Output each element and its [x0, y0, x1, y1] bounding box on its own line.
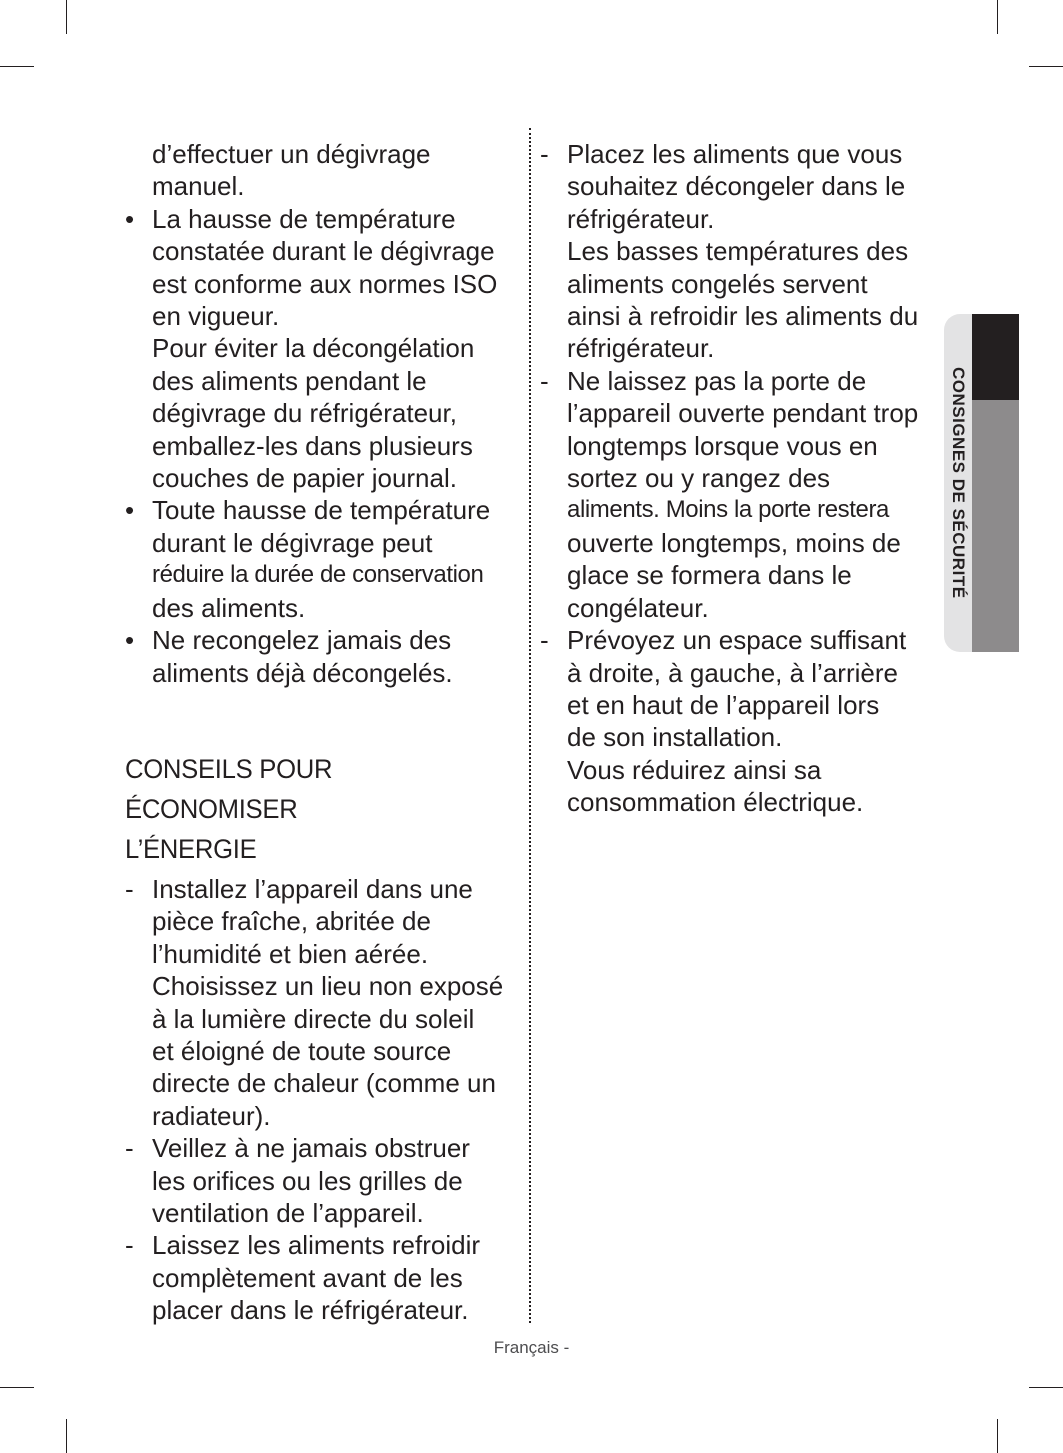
bullet-marker: •	[125, 625, 135, 656]
list-item	[125, 1132, 525, 1229]
text-line: à droite, à gauche, à l’arrière	[567, 657, 898, 688]
crop-mark	[0, 66, 34, 67]
crop-mark	[1029, 66, 1063, 67]
text-line: souhaitez décongeler dans le	[567, 171, 906, 202]
text-line: de son installation.	[567, 722, 783, 753]
crop-mark	[0, 1387, 34, 1388]
spacer	[125, 689, 525, 739]
tab-block-dark	[972, 314, 1019, 400]
text-line: sortez ou y rangez des	[567, 463, 831, 494]
text-line: complètement avant de les	[152, 1262, 463, 1293]
text-line: congélateur.	[567, 592, 709, 623]
dash-marker: -	[125, 873, 134, 904]
text-line: ventilation de l’appareil.	[152, 1197, 424, 1228]
text-line: directe de chaleur (comme un	[152, 1068, 496, 1099]
intro-paragraph	[125, 138, 525, 203]
text-line: des aliments.	[152, 592, 306, 623]
dash-marker: -	[540, 365, 549, 396]
right-column	[540, 138, 940, 819]
text-line: réfrigérateur.	[567, 203, 715, 234]
heading-line: L’ÉNERGIE	[125, 833, 257, 864]
text-line: aliments déjà décongelés.	[152, 657, 453, 688]
text-line: La hausse de température	[152, 203, 456, 234]
text-line: Toute hausse de température	[152, 495, 491, 526]
crop-mark	[1029, 1387, 1063, 1388]
text-line: réduire la durée de conservation	[152, 561, 484, 589]
page-footer: Français -	[493, 1338, 570, 1357]
text-line: à la lumière directe du soleil	[152, 1003, 475, 1034]
list-item-continuation	[540, 235, 940, 365]
text-line: consommation électrique.	[567, 787, 864, 818]
text-line: durant le dégivrage peut	[152, 527, 433, 558]
dash-marker: -	[125, 1230, 134, 1261]
list-item	[540, 624, 940, 754]
dash-marker: -	[540, 139, 549, 169]
list-item	[125, 494, 525, 624]
text-line: et éloigné de toute source	[152, 1035, 452, 1066]
crop-mark	[66, 0, 67, 34]
list-item	[125, 624, 525, 689]
text-line: emballez-les dans plusieurs	[152, 430, 473, 461]
bullet-marker: •	[125, 495, 135, 526]
text-line: Vous réduirez ainsi sa	[567, 754, 822, 785]
crop-mark	[997, 0, 998, 34]
text-line: Choisissez un lieu non exposé	[152, 971, 504, 1002]
bullet-marker: •	[125, 203, 135, 234]
list-item	[125, 1229, 525, 1326]
crop-mark	[997, 1419, 998, 1453]
text-line: est conforme aux normes ISO	[152, 268, 498, 299]
text-line: dégivrage du réfrigérateur,	[152, 398, 457, 429]
text-line: Prévoyez un espace suffisant	[567, 625, 907, 656]
list-item	[540, 365, 940, 624]
text-line: longtemps lorsque vous en	[567, 430, 878, 461]
text-line: ainsi à refroidir les aliments du	[567, 301, 919, 332]
list-item-continuation	[540, 754, 940, 819]
text-line: Ne laissez pas la porte de	[567, 365, 867, 396]
text-line: aliments. Moins la porte restera	[567, 496, 890, 524]
text-line: réfrigérateur.	[567, 333, 715, 364]
text-line: et en haut de l’appareil lors	[567, 689, 880, 720]
text-line: glace se formera dans le	[567, 560, 852, 591]
side-tab-label: CONSIGNES DE SÉCURITÉ	[949, 367, 968, 599]
text-line: ouverte longtemps, moins de	[567, 527, 901, 558]
dash-marker: -	[540, 625, 549, 656]
text-line: Laissez les aliments refroidir	[152, 1230, 481, 1261]
text-line: d’effectuer un dégivrage	[152, 139, 431, 169]
text-line: Placez les aliments que vous	[567, 139, 903, 169]
tab-block-grey	[972, 400, 1019, 652]
list-item	[540, 138, 940, 235]
section-side-tab	[944, 314, 1019, 652]
text-line: manuel.	[152, 171, 245, 202]
column-divider	[529, 128, 531, 1323]
text-line: les orifices ou les grilles de	[152, 1165, 463, 1196]
left-column	[125, 138, 525, 1327]
text-line: en vigueur.	[152, 301, 280, 332]
list-item	[125, 873, 525, 970]
section-heading	[125, 749, 505, 869]
text-line: Ne recongelez jamais des	[152, 625, 452, 656]
crop-mark	[66, 1419, 67, 1453]
text-line: Pour éviter la décongélation	[152, 333, 475, 364]
list-item	[125, 203, 525, 333]
list-item-continuation	[125, 332, 525, 494]
text-line: radiateur).	[152, 1100, 271, 1131]
text-line: Les basses températures des	[567, 236, 909, 267]
list-item-continuation	[125, 970, 525, 1132]
side-tab-label-wrap	[944, 314, 972, 652]
text-line: couches de papier journal.	[152, 463, 457, 494]
text-line: Veillez à ne jamais obstruer	[152, 1133, 470, 1164]
text-line: pièce fraîche, abritée de	[152, 906, 431, 937]
text-line: Installez l’appareil dans une	[152, 873, 473, 904]
text-line: l’appareil ouverte pendant trop	[567, 398, 919, 429]
text-line: placer dans le réfrigérateur.	[152, 1295, 469, 1326]
text-line: aliments congelés servent	[567, 268, 868, 299]
dash-marker: -	[125, 1133, 134, 1164]
heading-line: CONSEILS POUR ÉCONOMISER	[125, 753, 333, 824]
text-line: l’humidité et bien aérée.	[152, 938, 429, 969]
text-line: des aliments pendant le	[152, 365, 427, 396]
text-line: constatée durant le dégivrage	[152, 236, 495, 267]
